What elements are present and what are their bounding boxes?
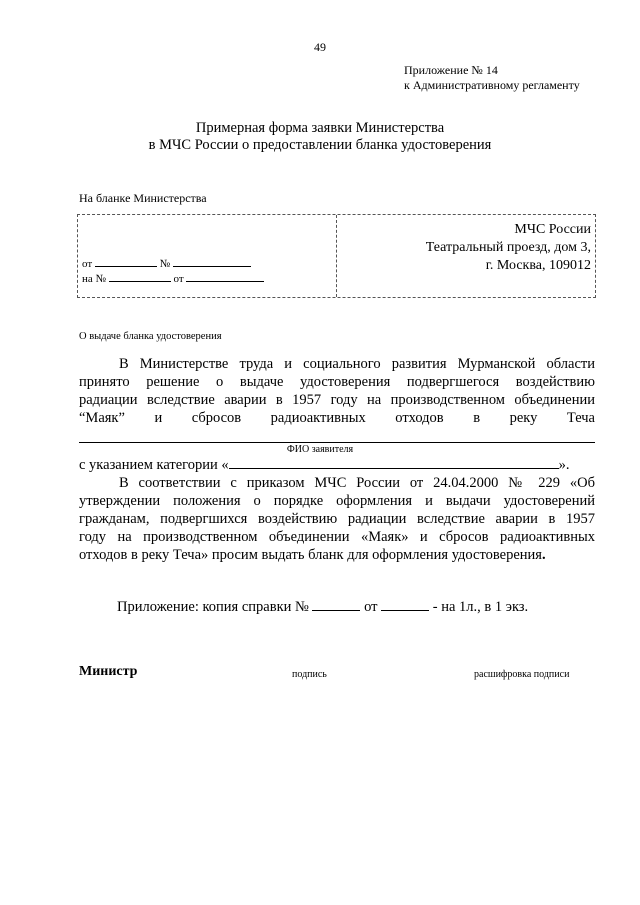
attachment-from-label: от [364,599,378,615]
addressee [426,221,591,275]
page-number: 49 [314,40,326,54]
attachment-prefix: Приложение: копия справки № [117,599,309,615]
from-date-blank [95,257,157,267]
certificate-date-blank [381,598,429,611]
title-line-2: в МЧС России о предоставлении бланка удостоверения [148,137,492,153]
paragraph-line: В Министерстве труда и социального развития Мурманской области [119,356,595,372]
annex-number: Приложение № 14 [404,63,498,77]
number-blank [173,257,251,267]
in-reply-date-blank [186,272,264,282]
addressee-name: МЧС России [514,222,591,237]
paragraph-line: В соответствии с приказом МЧС России от 24.04.2000 № 229 «Об [119,475,595,491]
signature-decoding-label: расшифровка подписи [474,669,570,680]
paragraph-line: радиации вследствие аварии в 1957 году на производственном объединении [79,392,595,408]
annex-regulation: к Административному регламенту [404,78,580,92]
header-box-divider [336,215,337,297]
paragraph-decision [79,355,595,427]
category-blank [229,456,559,469]
in-reply-from-label: от [173,273,184,285]
paragraph-line: утверждении положения о порядке оформления и выдачи удостоверений [79,493,595,509]
paragraph-end-mark: . [541,547,546,563]
signatory-position: Министр [79,664,138,679]
paragraph-last-line [79,546,595,564]
incoming-reference [82,272,264,285]
paragraph-line: “Маяк” и сбросов радиоактивных отходов в реку Теча [79,410,595,426]
paragraph-request [79,474,595,564]
applicant-name-line [79,442,595,443]
paragraph-line: году на производственном объединении «Маяк» и сбросов радиоактивных [79,529,595,545]
category-suffix: ». [558,457,570,473]
category-line [79,456,570,474]
certificate-number-blank [312,598,360,611]
paragraph-line: гражданам, подвергшихся воздействию радиации вследствие аварии в 1957 [79,511,595,527]
number-label: № [159,258,171,270]
document-title [0,120,640,154]
annex-reference [404,63,580,93]
attachment-line [117,598,528,616]
addressee-city: г. Москва, 109012 [485,258,591,273]
attachment-suffix: - на 1л., в 1 экз. [432,599,529,615]
in-reply-label: на № [82,273,107,285]
outgoing-reference [82,257,251,270]
addressee-street: Театральный проезд, дом 3, [425,240,591,255]
signature-label: подпись [292,669,327,680]
applicant-name-caption: ФИО заявителя [286,444,354,455]
paragraph-line: отходов в реку Теча» просим выдать бланк для оформления удостоверения [79,547,542,563]
letterhead-note: На бланке Министерства [79,191,207,205]
title-line-1: Примерная форма заявки Министерства [195,120,445,136]
paragraph-line: принято решение о выдаче удостоверения подвергшегося воздействию [79,374,595,390]
from-date-label: от [82,258,93,270]
header-box [77,214,596,298]
subject-line: О выдаче бланка удостоверения [79,331,222,342]
in-reply-number-blank [109,272,171,282]
category-prefix: с указанием категории « [79,457,229,473]
